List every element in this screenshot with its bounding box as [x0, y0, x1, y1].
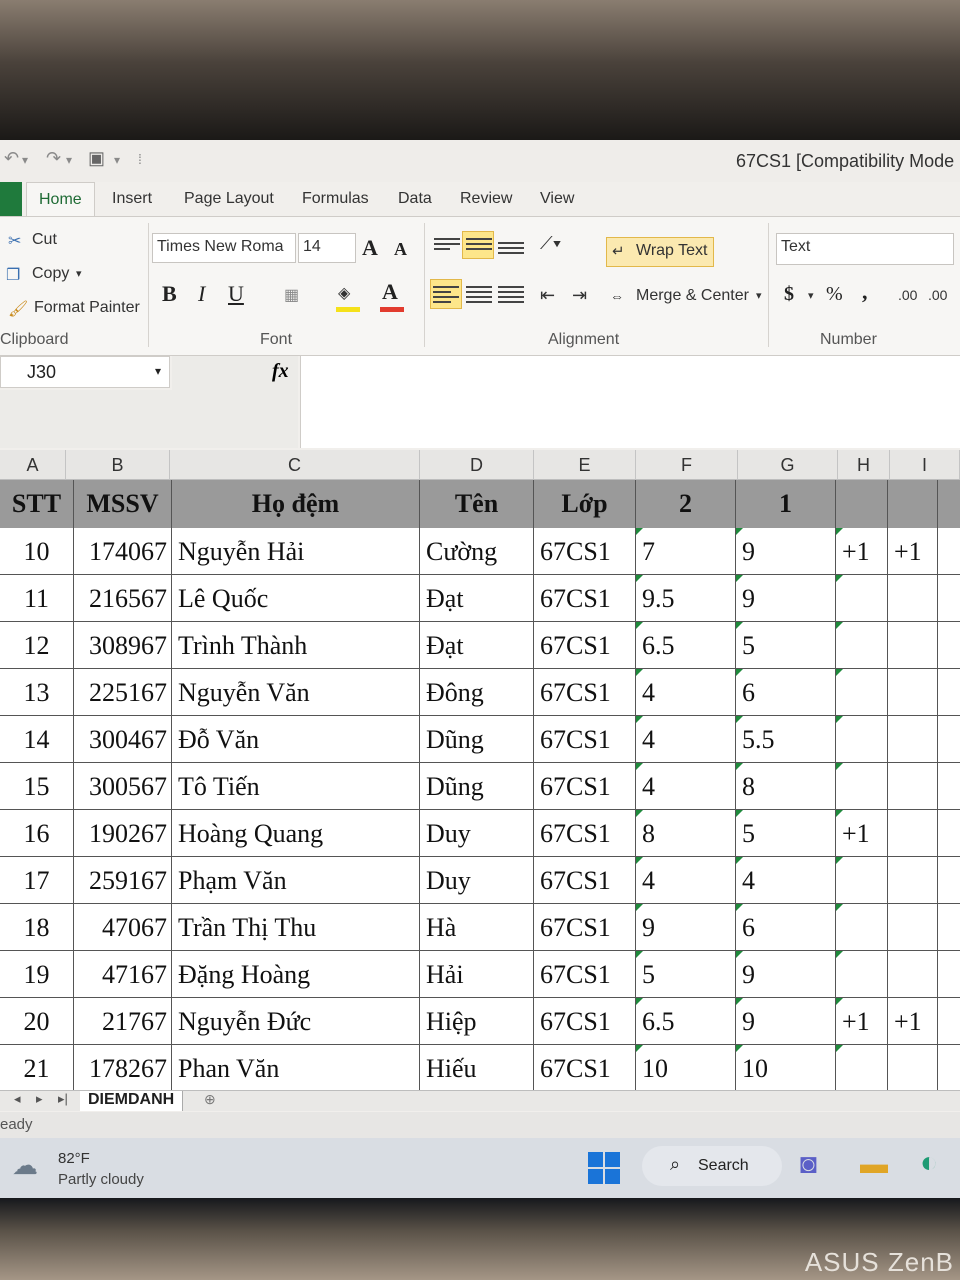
cell-score-1[interactable]: 9: [736, 528, 836, 574]
cell-mssv[interactable]: 47067: [74, 904, 172, 950]
align-middle-icon[interactable]: [466, 235, 492, 255]
weather-temperature[interactable]: 82°F: [58, 1150, 90, 1167]
laptop-bezel-top: [0, 0, 960, 140]
italic-button[interactable]: I: [198, 281, 206, 306]
copy-icon: ❐: [6, 267, 21, 284]
column-header-d[interactable]: D: [420, 450, 534, 480]
cell-ten[interactable]: Đạt: [420, 575, 534, 621]
file-tab[interactable]: [0, 182, 22, 216]
cell-score-1[interactable]: 9: [736, 998, 836, 1044]
undo-icon[interactable]: ↶: [4, 148, 20, 168]
table-row: [0, 622, 960, 669]
cell-lop[interactable]: 67CS1: [534, 857, 636, 903]
align-bottom-icon[interactable]: [498, 239, 524, 259]
font-color-button[interactable]: A: [382, 279, 398, 304]
cell-ho-dem[interactable]: Đỗ Văn: [172, 716, 420, 762]
formula-bar-buttons: [172, 356, 298, 448]
font-name-select[interactable]: Times New Roma: [152, 233, 296, 263]
cell-stt[interactable]: 10: [0, 528, 74, 574]
cell-mssv[interactable]: 300467: [74, 716, 172, 762]
redo-icon[interactable]: ↷: [46, 148, 62, 168]
fill-color-swatch: [336, 307, 360, 312]
spreadsheet-grid[interactable]: [0, 450, 960, 1090]
cell-ten[interactable]: Dũng: [420, 716, 534, 762]
cell-ho-dem[interactable]: Trần Thị Thu: [172, 904, 420, 950]
cell-score-1[interactable]: 6: [736, 669, 836, 715]
table-row: [0, 998, 960, 1045]
cell-stt[interactable]: 19: [0, 951, 74, 997]
scissors-icon: ✂: [8, 233, 22, 250]
cell-i[interactable]: +1: [888, 998, 938, 1044]
cell-lop[interactable]: 67CS1: [534, 528, 636, 574]
cell-score-2[interactable]: 4: [636, 716, 736, 762]
cell-ten[interactable]: Hiệp: [420, 998, 534, 1044]
cell-lop[interactable]: 67CS1: [534, 763, 636, 809]
grow-font-button[interactable]: A: [362, 235, 378, 260]
laptop-brand-logo: ASUS ZenB: [804, 1247, 954, 1277]
font-size-select[interactable]: 14: [298, 233, 356, 263]
group-divider: [424, 223, 425, 347]
new-sheet-icon[interactable]: ⊕: [204, 1091, 216, 1107]
cell-mssv[interactable]: 178267: [74, 1045, 172, 1091]
cell-h[interactable]: [836, 904, 888, 950]
table-row: [0, 951, 960, 998]
cell-stt[interactable]: 20: [0, 998, 74, 1044]
sheet-nav-last-icon[interactable]: ▸|: [58, 1091, 68, 1106]
cell-stt[interactable]: 16: [0, 810, 74, 856]
header-ho-dem[interactable]: Họ đệm: [172, 480, 420, 528]
cell-ho-dem[interactable]: Tô Tiến: [172, 763, 420, 809]
percent-button[interactable]: %: [826, 283, 843, 305]
cell-mssv[interactable]: 190267: [74, 810, 172, 856]
cell-reference: J30: [27, 362, 57, 382]
cell-h[interactable]: [836, 575, 888, 621]
cell-i[interactable]: [888, 1045, 938, 1091]
merge-center-button[interactable]: Merge & Center: [636, 287, 749, 304]
table-row: [0, 716, 960, 763]
cell-score-1[interactable]: 9: [736, 951, 836, 997]
header-mssv[interactable]: MSSV: [74, 480, 172, 528]
cut-button[interactable]: Cut: [32, 231, 57, 248]
excel-window: [0, 140, 960, 1198]
cell-ten[interactable]: Hải: [420, 951, 534, 997]
increase-indent-icon[interactable]: ⇥: [572, 285, 588, 305]
table-row: [0, 763, 960, 810]
cell-mssv[interactable]: 225167: [74, 669, 172, 715]
window-title: 67CS1 [Compatibility Mode: [736, 151, 955, 171]
column-header-g[interactable]: G: [738, 450, 838, 480]
column-header-e[interactable]: E: [534, 450, 636, 480]
header-lop[interactable]: Lớp: [534, 480, 636, 528]
cell-ho-dem[interactable]: Phạm Văn: [172, 857, 420, 903]
ribbon-home: [0, 216, 960, 356]
cell-score-1[interactable]: 10: [736, 1045, 836, 1091]
cell-stt[interactable]: 12: [0, 622, 74, 668]
cell-ten[interactable]: Hà: [420, 904, 534, 950]
status-text: eady: [0, 1116, 33, 1133]
search-icon: ⌕: [670, 1154, 681, 1174]
cell-i[interactable]: [888, 810, 938, 856]
align-top-icon[interactable]: [434, 235, 460, 255]
cell-h[interactable]: [836, 763, 888, 809]
cell-score-1[interactable]: 6: [736, 904, 836, 950]
align-right-icon[interactable]: [498, 283, 524, 303]
cell-score-2[interactable]: 4: [636, 669, 736, 715]
fill-color-icon[interactable]: ◈: [338, 285, 351, 302]
cell-lop[interactable]: 67CS1: [534, 669, 636, 715]
font-group-label: Font: [260, 331, 293, 348]
edge-icon[interactable]: ◐: [920, 1146, 939, 1179]
borders-icon[interactable]: ▦: [284, 287, 300, 304]
cell-mssv[interactable]: 174067: [74, 528, 172, 574]
cell-lop[interactable]: 67CS1: [534, 810, 636, 856]
cell-i[interactable]: [888, 763, 938, 809]
cell-score-2[interactable]: 7: [636, 528, 736, 574]
wrap-text-icon: ↵: [612, 243, 625, 260]
tab-formulas[interactable]: Formulas: [302, 190, 369, 207]
number-format-select[interactable]: Text: [776, 233, 954, 265]
customize-toolbar-icon[interactable]: ⁞: [138, 151, 142, 167]
tab-page-layout[interactable]: Page Layout: [184, 190, 274, 207]
cell-h[interactable]: [836, 857, 888, 903]
chevron-down-icon[interactable]: ▾: [76, 268, 82, 280]
chevron-down-icon[interactable]: ▾: [756, 290, 762, 302]
column-header-b[interactable]: B: [66, 450, 170, 480]
table-row: [0, 810, 960, 857]
clipboard-group-label: Clipboard: [0, 331, 69, 348]
cell-i[interactable]: [888, 622, 938, 668]
cell-ho-dem[interactable]: Nguyễn Đức: [172, 998, 420, 1044]
table-row: [0, 575, 960, 622]
formula-bar-left-pane: [0, 390, 172, 448]
cell-i[interactable]: [888, 716, 938, 762]
cell-i[interactable]: [888, 575, 938, 621]
group-divider: [768, 223, 769, 347]
table-row: [0, 1045, 960, 1092]
cell-score-2[interactable]: 6.5: [636, 622, 736, 668]
cell-lop[interactable]: 67CS1: [534, 716, 636, 762]
cell-ho-dem[interactable]: Trình Thành: [172, 622, 420, 668]
cell-score-2[interactable]: 5: [636, 951, 736, 997]
cell-h[interactable]: [836, 669, 888, 715]
table-row: [0, 669, 960, 716]
copy-button[interactable]: Copy: [32, 265, 70, 282]
cell-lop[interactable]: 67CS1: [534, 998, 636, 1044]
underline-button[interactable]: U: [228, 281, 244, 306]
cell-stt[interactable]: 13: [0, 669, 74, 715]
cell-score-1[interactable]: 5: [736, 810, 836, 856]
chevron-down-icon[interactable]: ▾: [66, 153, 73, 167]
column-header-c[interactable]: C: [170, 450, 420, 480]
cell-h[interactable]: +1: [836, 810, 888, 856]
cell-stt[interactable]: 14: [0, 716, 74, 762]
cell-score-2[interactable]: 10: [636, 1045, 736, 1091]
cell-i[interactable]: +1: [888, 528, 938, 574]
sheet-nav-next-icon[interactable]: ▸: [36, 1091, 43, 1106]
weather-cloud-icon[interactable]: ☁: [12, 1150, 38, 1180]
cell-score-2[interactable]: 4: [636, 857, 736, 903]
cell-mssv[interactable]: 308967: [74, 622, 172, 668]
group-divider: [148, 223, 149, 347]
merge-icon: ⇔: [610, 288, 624, 304]
cell-ten[interactable]: Dũng: [420, 763, 534, 809]
cell-h[interactable]: [836, 622, 888, 668]
laptop-bezel-bottom: [0, 1198, 960, 1280]
cell-lop[interactable]: 67CS1: [534, 951, 636, 997]
increase-decimal-button[interactable]: .00: [898, 287, 918, 303]
wrap-text-button[interactable]: Wrap Text: [636, 242, 708, 259]
taskbar: [0, 1138, 960, 1198]
cell-mssv[interactable]: 300567: [74, 763, 172, 809]
cell-h[interactable]: [836, 951, 888, 997]
header-score-1[interactable]: 1: [736, 480, 836, 528]
cell-stt[interactable]: 21: [0, 1045, 74, 1091]
currency-button[interactable]: $: [784, 283, 794, 305]
tab-data[interactable]: Data: [398, 190, 432, 207]
windows-start-icon[interactable]: [588, 1152, 620, 1184]
header-ten[interactable]: Tên: [420, 480, 534, 528]
number-group-label: Number: [820, 331, 877, 348]
column-header-i[interactable]: I: [890, 450, 960, 480]
format-painter-icon: 🖌: [8, 301, 29, 318]
cell-ho-dem[interactable]: Lê Quốc: [172, 575, 420, 621]
cell-ho-dem[interactable]: Hoàng Quang: [172, 810, 420, 856]
cell-ho-dem[interactable]: Đặng Hoàng: [172, 951, 420, 997]
cell-stt[interactable]: 15: [0, 763, 74, 809]
header-i[interactable]: [888, 480, 938, 528]
cell-lop[interactable]: 67CS1: [534, 575, 636, 621]
cell-h[interactable]: [836, 716, 888, 762]
cell-score-2[interactable]: 4: [636, 763, 736, 809]
cell-ho-dem[interactable]: Nguyễn Hải: [172, 528, 420, 574]
cell-score-1[interactable]: 8: [736, 763, 836, 809]
chevron-down-icon[interactable]: ▾: [114, 153, 121, 167]
cell-stt[interactable]: 17: [0, 857, 74, 903]
chevron-down-icon[interactable]: ▾: [808, 290, 814, 302]
table-row: [0, 904, 960, 951]
cell-mssv[interactable]: 259167: [74, 857, 172, 903]
align-center-icon[interactable]: [466, 283, 492, 303]
cell-score-2[interactable]: 9: [636, 904, 736, 950]
cell-mssv[interactable]: 47167: [74, 951, 172, 997]
chevron-down-icon[interactable]: ▾: [22, 153, 29, 167]
file-explorer-icon[interactable]: ▬: [860, 1148, 888, 1179]
cell-mssv[interactable]: 21767: [74, 998, 172, 1044]
cell-score-2[interactable]: 8: [636, 810, 736, 856]
tab-home[interactable]: Home: [26, 182, 95, 216]
header-h[interactable]: [836, 480, 888, 528]
decrease-decimal-button[interactable]: .00: [928, 287, 948, 303]
weather-condition[interactable]: Partly cloudy: [58, 1171, 144, 1188]
align-left-icon[interactable]: [433, 283, 459, 303]
cell-score-1[interactable]: 5.5: [736, 716, 836, 762]
cell-score-1[interactable]: 4: [736, 857, 836, 903]
taskbar-search[interactable]: [642, 1146, 782, 1186]
insert-function-button[interactable]: fx: [272, 360, 289, 382]
table-row: [0, 857, 960, 904]
cell-ho-dem[interactable]: Nguyễn Văn: [172, 669, 420, 715]
format-painter-button[interactable]: Format Painter: [34, 299, 140, 316]
cell-lop[interactable]: 67CS1: [534, 904, 636, 950]
font-color-swatch: [380, 307, 404, 312]
comma-button[interactable]: ,: [862, 279, 868, 304]
cell-i[interactable]: [888, 904, 938, 950]
cell-mssv[interactable]: 216567: [74, 575, 172, 621]
header-stt[interactable]: STT: [0, 480, 74, 528]
cell-ten[interactable]: Duy: [420, 810, 534, 856]
header-score-2[interactable]: 2: [636, 480, 736, 528]
table-row: [0, 528, 960, 575]
cell-h[interactable]: +1: [836, 998, 888, 1044]
bold-button[interactable]: B: [162, 281, 177, 306]
name-box[interactable]: [0, 356, 170, 388]
cell-ten[interactable]: Duy: [420, 857, 534, 903]
cell-stt[interactable]: 11: [0, 575, 74, 621]
teams-icon[interactable]: ◙: [800, 1148, 817, 1179]
chevron-down-icon[interactable]: ▾: [154, 364, 161, 378]
sheet-tab-diemdanh[interactable]: DIEMDANH: [80, 1091, 183, 1111]
cell-lop[interactable]: 67CS1: [534, 1045, 636, 1091]
cell-ten[interactable]: Đông: [420, 669, 534, 715]
column-header-f[interactable]: F: [636, 450, 738, 480]
cell-i[interactable]: [888, 857, 938, 903]
cell-score-1[interactable]: 5: [736, 622, 836, 668]
cell-h[interactable]: +1: [836, 528, 888, 574]
form-icon[interactable]: ▣: [88, 148, 106, 168]
cell-stt[interactable]: 18: [0, 904, 74, 950]
column-header-h[interactable]: H: [838, 450, 890, 480]
shrink-font-button[interactable]: A: [394, 239, 407, 259]
cell-ten[interactable]: Đạt: [420, 622, 534, 668]
cell-ten[interactable]: Hiếu: [420, 1045, 534, 1091]
column-header-a[interactable]: A: [0, 450, 66, 480]
cell-h[interactable]: [836, 1045, 888, 1091]
orientation-icon[interactable]: ⟋▾: [540, 233, 562, 253]
formula-input[interactable]: [300, 356, 960, 448]
cell-i[interactable]: [888, 669, 938, 715]
cell-score-1[interactable]: 9: [736, 575, 836, 621]
sheet-tab-bar: [0, 1090, 960, 1111]
tab-view[interactable]: View: [540, 190, 575, 207]
sheet-nav-prev-icon[interactable]: ◂: [14, 1091, 21, 1106]
cell-score-2[interactable]: 6.5: [636, 998, 736, 1044]
cell-ten[interactable]: Cường: [420, 528, 534, 574]
cell-score-2[interactable]: 9.5: [636, 575, 736, 621]
cell-i[interactable]: [888, 951, 938, 997]
search-label: Search: [698, 1157, 749, 1174]
ribbon-tabs: [0, 182, 960, 216]
tab-insert[interactable]: Insert: [112, 190, 153, 207]
quick-access-toolbar: [0, 140, 960, 182]
cell-lop[interactable]: 67CS1: [534, 622, 636, 668]
alignment-group-label: Alignment: [548, 331, 620, 348]
status-bar: [0, 1112, 960, 1138]
tab-review[interactable]: Review: [460, 190, 513, 207]
cell-ho-dem[interactable]: Phan Văn: [172, 1045, 420, 1091]
decrease-indent-icon[interactable]: ⇤: [540, 285, 556, 305]
